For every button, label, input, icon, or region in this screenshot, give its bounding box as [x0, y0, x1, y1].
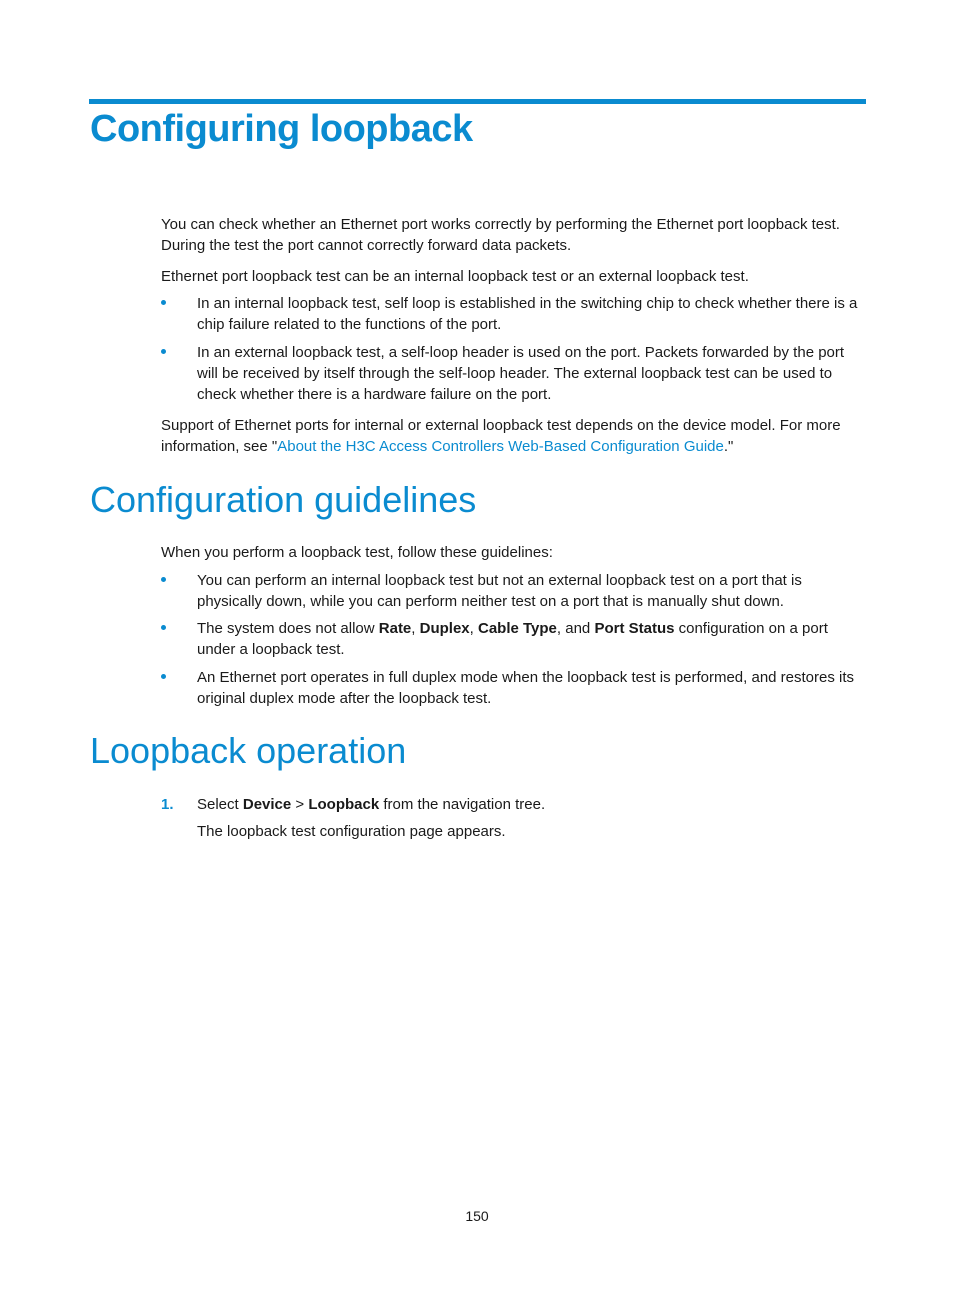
ui-term-rate: Rate: [378, 620, 412, 637]
chapter-top-rule: [89, 99, 866, 104]
ui-term-port-status: Port Status: [594, 620, 675, 637]
text-fragment: , and: [556, 620, 595, 637]
text-fragment: The system does not allow: [197, 620, 379, 637]
support-text: Support of Ethernet ports for internal or external loopback test depends on the device model. For more information, see ": [161, 417, 841, 455]
intro-paragraph-1: You can check whether an Ethernet port works correctly by performing the Ethernet port loopback test. During the test the port cannot correctly forward data packets.: [161, 216, 840, 254]
chapter-title: Configuring loopback: [90, 108, 473, 150]
text-fragment: Select: [197, 796, 243, 813]
menu-term-loopback: Loopback: [308, 796, 380, 813]
guideline-bullet-config-restriction: [161, 618, 866, 660]
guideline-bullet-duplex: [161, 667, 866, 709]
bullet-icon: [161, 349, 166, 354]
step-number: 1.: [161, 796, 174, 813]
section-title-operation: Loopback operation: [90, 730, 407, 771]
intro-bullet-external: [161, 342, 866, 405]
text-fragment: ,: [411, 620, 420, 637]
bullet-icon: [161, 300, 166, 305]
intro-bullet-internal: [161, 293, 866, 335]
text-fragment: configuration on a port under a loopback test.: [197, 620, 828, 658]
intro-paragraph-3: [161, 415, 866, 457]
menu-term-device: Device: [242, 796, 292, 813]
ui-term-duplex: Duplex: [419, 620, 470, 637]
intro-paragraph-2: Ethernet port loopback test can be an internal loopback test or an external loopback test.: [161, 268, 749, 285]
guideline-bullet-port-state: [161, 570, 866, 612]
section-title-guidelines: Configuration guidelines: [90, 479, 477, 520]
guidelines-lead: When you perform a loopback test, follow these guidelines:: [161, 544, 553, 561]
ui-term-cable-type: Cable Type: [477, 620, 557, 637]
page-number: 150: [465, 1208, 489, 1224]
bullet-text: In an external loopback test, a self-loop header is used on the port. Packets forwarded by the port will be received by itself through the self-loop header. The external loopback test can be used to check whether there is a hardware failure on the port.: [197, 344, 845, 403]
text-fragment: ,: [469, 620, 478, 637]
bullet-text: [197, 618, 866, 660]
step-1: [161, 794, 866, 842]
step-result: The loopback test configuration page appears.: [197, 823, 506, 840]
text-fragment: >: [291, 796, 309, 813]
support-text-end: .": [723, 438, 734, 455]
bullet-icon: [161, 577, 166, 582]
step-text: [197, 794, 866, 815]
guide-link[interactable]: About the H3C Access Controllers Web-Based Configuration Guide: [277, 438, 724, 455]
text-fragment: from the navigation tree.: [379, 796, 546, 813]
bullet-text: In an internal loopback test, self loop is established in the switching chip to check whether there is a chip failure related to the functions of the port.: [197, 295, 858, 333]
bullet-text: You can perform an internal loopback test but not an external loopback test on a port that is physically down, while you can perform neither test on a port that is manually shut down.: [197, 572, 802, 610]
bullet-text: An Ethernet port operates in full duplex mode when the loopback test is performed, and restores its original duplex mode after the loopback test.: [197, 669, 855, 707]
bullet-icon: [161, 674, 166, 679]
bullet-icon: [161, 625, 166, 630]
